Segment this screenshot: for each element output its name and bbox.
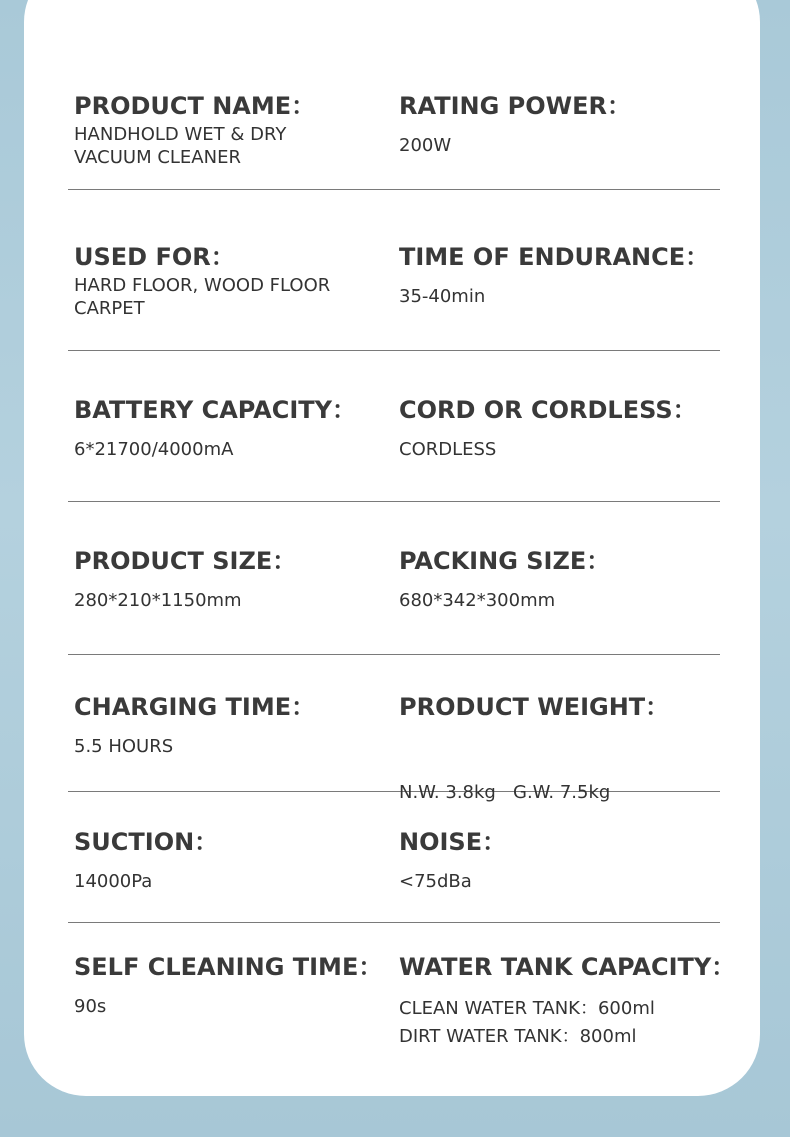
spec-row-self-cleaning (68, 953, 736, 1063)
spec-label: USED FOR： (74, 243, 235, 271)
spec-value-line: <75dBa (399, 871, 472, 892)
spec-row-battery (68, 396, 720, 502)
spec-label: CORD OR CORDLESS： (399, 396, 697, 424)
spec-value (399, 285, 720, 308)
spec-product-weight (399, 693, 720, 850)
spec-value-line: 200W (399, 135, 452, 156)
spec-label: WATER TANK CAPACITY： (399, 953, 736, 981)
spec-value (399, 438, 720, 461)
spec-value (399, 995, 720, 1051)
spec-noise (399, 828, 720, 893)
spec-label: BATTERY CAPACITY： (74, 396, 357, 424)
spec-label: PRODUCT WEIGHT： (399, 693, 670, 721)
spec-row-charging (68, 693, 720, 803)
spec-value-line: 5.5 HOURS (74, 736, 174, 757)
spec-used-for (74, 243, 390, 320)
spec-value-line: 90s (74, 996, 107, 1017)
spec-label: SELF CLEANING TIME： (74, 953, 383, 981)
spec-value-line: HANDHOLD WET & DRY (74, 124, 287, 145)
spec-row-product-name (68, 90, 720, 190)
spec-value-line: 6*21700/4000mA (74, 439, 234, 460)
spec-battery-capacity (74, 396, 390, 461)
spec-value-line: N.W. 3.8kg G.W. 7.5kg (399, 782, 611, 803)
spec-value-line: DIRT WATER TANK：800ml (399, 1026, 637, 1047)
spec-value-line: HARD FLOOR, WOOD FLOOR (74, 275, 331, 296)
spec-value-line: 280*210*1150mm (74, 590, 242, 611)
spec-charging-time (74, 693, 390, 758)
spec-product-name (74, 90, 390, 169)
spec-label: SUCTION： (74, 828, 219, 856)
spec-label: PRODUCT NAME： (74, 92, 316, 120)
spec-value-line: 35-40min (399, 286, 486, 307)
spec-value-line: 14000Pa (74, 871, 153, 892)
spec-value-line: 680*342*300mm (399, 590, 556, 611)
spec-value (399, 589, 720, 612)
spec-label: NOISE： (399, 828, 507, 856)
spec-row-suction (68, 828, 720, 923)
spec-value-line: CARPET (74, 298, 145, 319)
spec-label: TIME OF ENDURANCE： (399, 243, 710, 271)
spec-value-line: VACUUM CLEANER (74, 147, 241, 168)
spec-cord-or-cordless (399, 396, 720, 461)
spec-rating-power (399, 90, 720, 157)
spec-value-line: CORDLESS (399, 439, 497, 460)
spec-value (74, 438, 390, 461)
spec-value (74, 870, 390, 893)
spec-value (74, 274, 390, 320)
spec-label: PACKING SIZE： (399, 547, 611, 575)
spec-product-size (74, 547, 390, 612)
spec-water-tank-capacity (399, 953, 736, 1051)
spec-label: CHARGING TIME： (74, 693, 316, 721)
spec-value (74, 735, 390, 758)
spec-value (399, 870, 720, 893)
spec-label: PRODUCT SIZE： (74, 547, 297, 575)
spec-value (74, 995, 390, 1018)
spec-label: RATING POWER： (399, 92, 631, 120)
spec-row-size (68, 547, 720, 655)
spec-self-cleaning-time (74, 953, 390, 1018)
spec-time-of-endurance (399, 243, 720, 308)
spec-row-used-for (68, 243, 720, 351)
spec-value (74, 589, 390, 612)
spec-value (399, 134, 720, 157)
spec-suction (74, 828, 390, 893)
spec-value-line: CLEAN WATER TANK：600ml (399, 998, 655, 1019)
spec-card (24, 0, 760, 1096)
spec-value (74, 123, 390, 169)
spec-packing-size (399, 547, 720, 612)
